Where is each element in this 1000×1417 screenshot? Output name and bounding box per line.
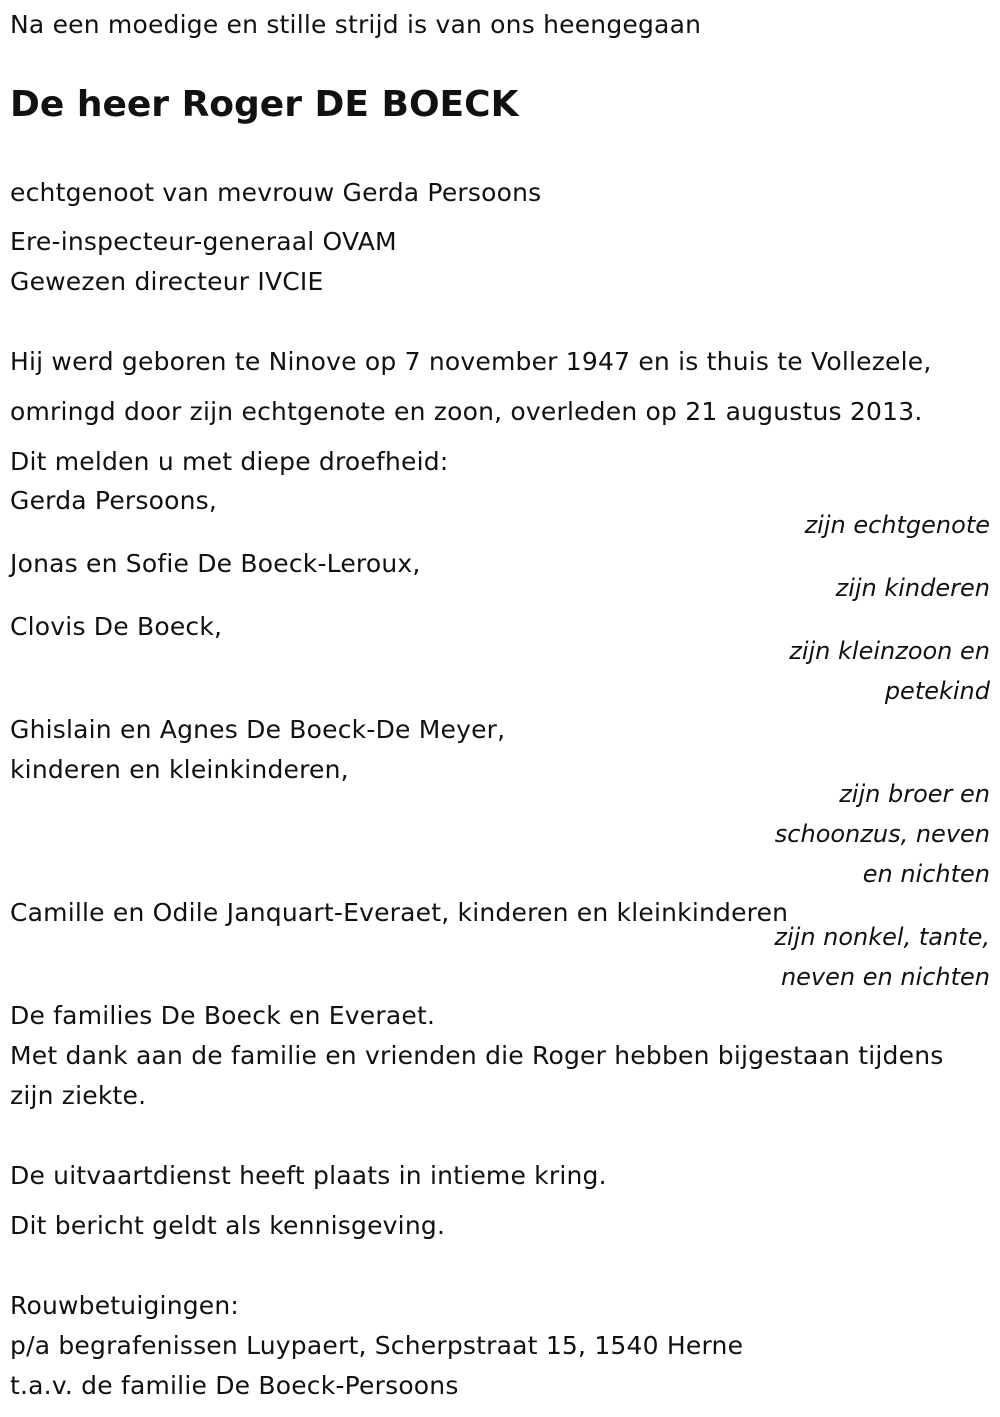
family-name: kinderen en kleinkinderen, [10, 755, 349, 784]
family-relation: neven en nichten [780, 963, 990, 991]
notice-line: Dit bericht geldt als kennisgeving. [10, 1211, 446, 1240]
deceased-name: De heer Roger DE BOECK [10, 84, 519, 125]
family-relation: zijn echtgenote [804, 511, 990, 539]
title-line: Ere-inspecteur-generaal OVAM [10, 227, 397, 256]
family-relation: zijn broer en [839, 780, 990, 808]
thanks-line: zijn ziekte. [10, 1081, 147, 1110]
announce-line: Dit melden u met diepe droefheid: [10, 447, 449, 476]
family-name: Clovis De Boeck, [10, 612, 223, 641]
thanks-line: Met dank aan de familie en vrienden die Roger hebben bijgestaan tijdens [10, 1041, 944, 1070]
families-line: De families De Boeck en Everaet. [10, 1001, 436, 1030]
birth-line: Hij werd geboren te Ninove op 7 november 1947 en is thuis te Vollezele, [10, 347, 932, 376]
spouse-line: echtgenoot van mevrouw Gerda Persoons [10, 178, 542, 207]
family-relation: en nichten [862, 860, 990, 888]
address-line: p/a begrafenissen Luypaert, Scherpstraat 15, 1540 Herne [10, 1331, 744, 1360]
condolences-label: Rouwbetuigingen: [10, 1291, 240, 1320]
family-relation: zijn kinderen [835, 574, 990, 602]
family-relation: schoonzus, neven [774, 820, 990, 848]
family-name: Ghislain en Agnes De Boeck-De Meyer, [10, 715, 506, 744]
address-line: t.a.v. de familie De Boeck-Persoons [10, 1371, 459, 1400]
family-name: Camille en Odile Janquart-Everaet, kinderen en kleinkinderen [10, 898, 789, 927]
family-name: Gerda Persoons, [10, 486, 218, 515]
title-line: Gewezen directeur IVCIE [10, 267, 324, 296]
family-name: Jonas en Sofie De Boeck-Leroux, [10, 549, 421, 578]
intro-line: Na een moedige en stille strijd is van ons heengegaan [10, 10, 702, 39]
family-relation: zijn nonkel, tante, [774, 923, 990, 951]
family-relation: petekind [884, 677, 990, 705]
death-line: omringd door zijn echtgenote en zoon, overleden op 21 augustus 2013. [10, 397, 923, 426]
service-line: De uitvaartdienst heeft plaats in intieme kring. [10, 1161, 607, 1190]
family-relation: zijn kleinzoon en [789, 637, 990, 665]
